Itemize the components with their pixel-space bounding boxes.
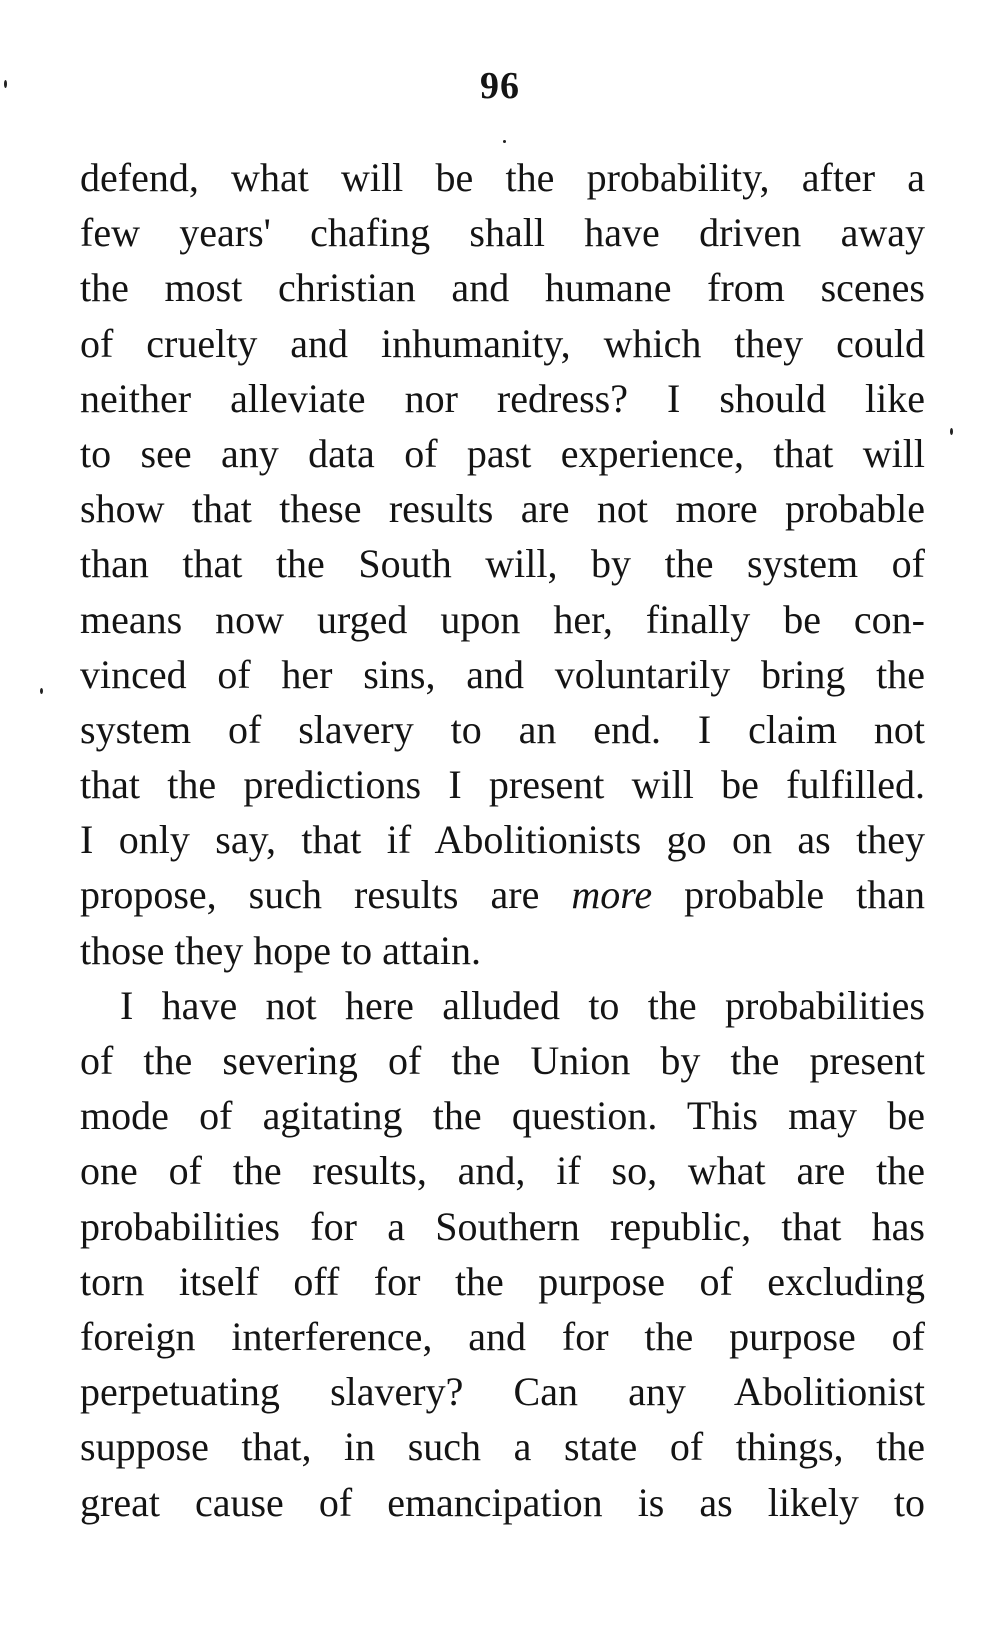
- text-line: neither alleviate nor redress? I should like: [80, 375, 925, 421]
- text-line: show that these results are not more probable: [80, 486, 925, 532]
- text-line: system of slavery to an end. I claim not: [80, 706, 925, 752]
- text-line: suppose that, in such a state of things, the: [80, 1424, 925, 1470]
- emphasis-word: more: [571, 872, 653, 918]
- text-line: to see any data of past experience, that will: [80, 430, 925, 476]
- text-line: defend, what will be the probability, after a: [80, 155, 925, 200]
- body-text: [80, 150, 925, 1530]
- text-line: that the predictions I present will be fulfilled.: [80, 762, 925, 808]
- paragraph-2: [80, 978, 925, 1530]
- text-line: one of the results, and, if so, what are the: [80, 1148, 925, 1194]
- scan-speck: [40, 688, 43, 694]
- scan-speck: [950, 428, 953, 435]
- text-line: I have not here alluded to the probabilities: [120, 982, 925, 1028]
- emphasis-line-after: probable than: [652, 872, 925, 918]
- scan-speck: [503, 140, 506, 143]
- text-line: I only say, that if Abolitionists go on as they: [80, 817, 925, 863]
- text-line: great cause of emancipation is as likely to: [80, 1479, 925, 1525]
- emphasis-line-before: propose, such results are: [80, 872, 572, 918]
- text-line: than that the South will, by the system of: [80, 541, 925, 587]
- text-line: probabilities for a Southern republic, that has: [80, 1203, 925, 1249]
- text-line: perpetuating slavery? Can any Abolitionist: [80, 1369, 925, 1415]
- text-line: few years' chafing shall have driven away: [80, 210, 925, 256]
- emphasis-line: [80, 867, 925, 922]
- text-line: foreign interference, and for the purpose of: [80, 1313, 925, 1359]
- text-line: vinced of her sins, and voluntarily bring the: [80, 651, 925, 697]
- text-line: of the severing of the Union by the present: [80, 1038, 925, 1083]
- text-line: mode of agitating the question. This may be: [80, 1093, 925, 1139]
- text-line: means now urged upon her, finally be con-: [80, 596, 925, 642]
- text-line: the most christian and humane from scenes: [80, 265, 925, 311]
- paragraph-1: [80, 150, 925, 978]
- paragraph-closing-line: those they hope to attain.: [80, 927, 482, 973]
- text-line: of cruelty and inhumanity, which they could: [80, 320, 925, 366]
- text-line: torn itself off for the purpose of excluding: [80, 1258, 925, 1304]
- scan-speck: [4, 80, 7, 88]
- page-number: 96: [480, 65, 520, 107]
